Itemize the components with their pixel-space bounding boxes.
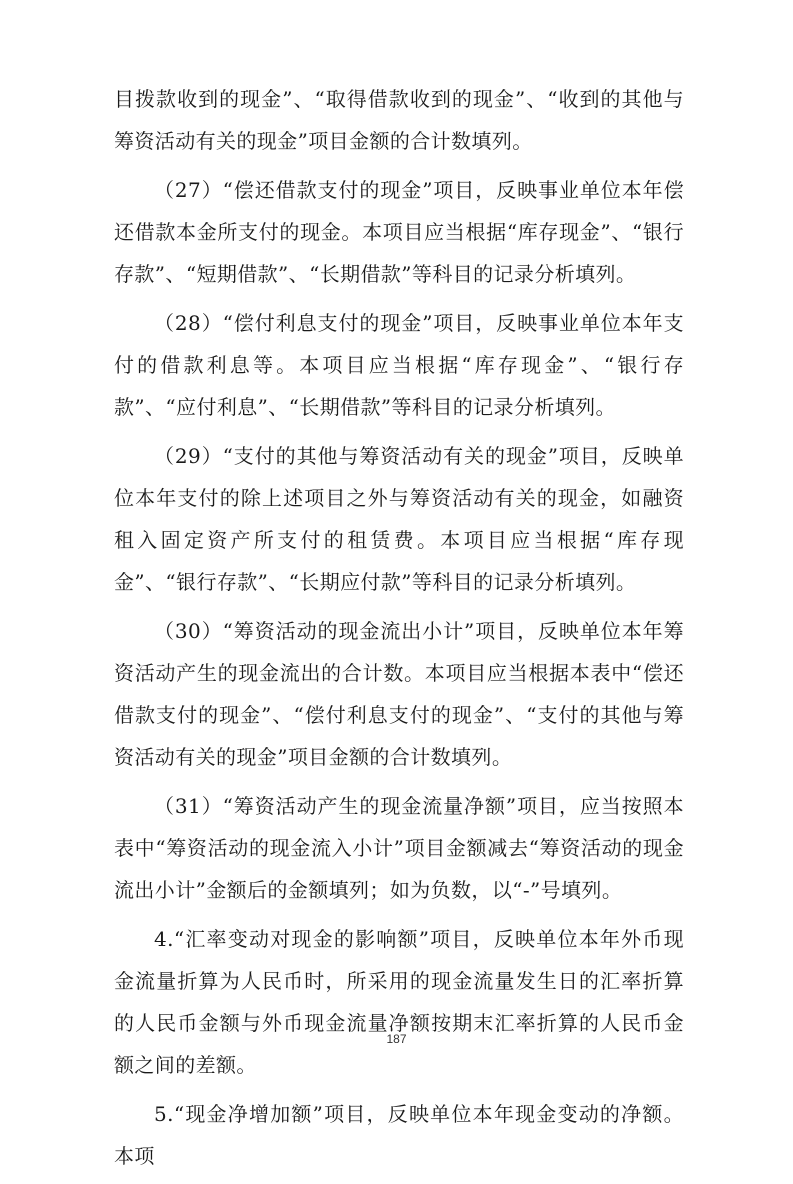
page-number: 187 — [386, 1032, 407, 1046]
paragraph-item-29: （29）“支付的其他与筹资活动有关的现金”项目，反映单位本年支付的除上述项目之外与筹资活动有关的现金，如融资租入固定资产所支付的租赁费。本项目应当根据“库存现金”、“银行存款”、“长期应付款”等科目的记录分析填列。 — [114, 444, 684, 594]
paragraph-item-5: 5.“现金净增加额”项目，反映单位本年现金变动的净额。本项 — [114, 1102, 684, 1168]
body-text — [114, 78, 684, 1184]
paragraph-item-27: （27）“偿还借款支付的现金”项目，反映事业单位本年偿还借款本金所支付的现金。本项目应当根据“库存现金”、“银行存款”、“短期借款”、“长期借款”等科目的记录分析填列。 — [114, 178, 684, 286]
paragraph-continuation: 目拨款收到的现金”、“取得借款收到的现金”、“收到的其他与筹资活动有关的现金”项目金额的合计数填列。 — [114, 87, 684, 153]
paragraph-item-28: （28）“偿付利息支付的现金”项目，反映事业单位本年支付的借款利息等。本项目应当根据“库存现金”、“银行存款”、“应付利息”、“长期借款”等科目的记录分析填列。 — [114, 311, 684, 419]
paragraph-item-31: （31）“筹资活动产生的现金流量净额”项目，应当按照本表中“筹资活动的现金流入小计”项目金额减去“筹资活动的现金流出小计”金额后的金额填列；如为负数，以“-”号填列。 — [114, 794, 684, 902]
paragraph-item-4: 4.“汇率变动对现金的影响额”项目，反映单位本年外币现金流量折算为人民币时，所采用的现金流量发生日的汇率折算的人民币金额与外币现金流量净额按期末汇率折算的人民币金额之间的差额。 — [114, 927, 684, 1077]
paragraph-item-30: （30）“筹资活动的现金流出小计”项目，反映单位本年筹资活动产生的现金流出的合计数。本项目应当根据本表中“偿还借款支付的现金”、“偿付利息支付的现金”、“支付的其他与筹资活动有关的现金”项目金额的合计数填列。 — [114, 619, 684, 769]
